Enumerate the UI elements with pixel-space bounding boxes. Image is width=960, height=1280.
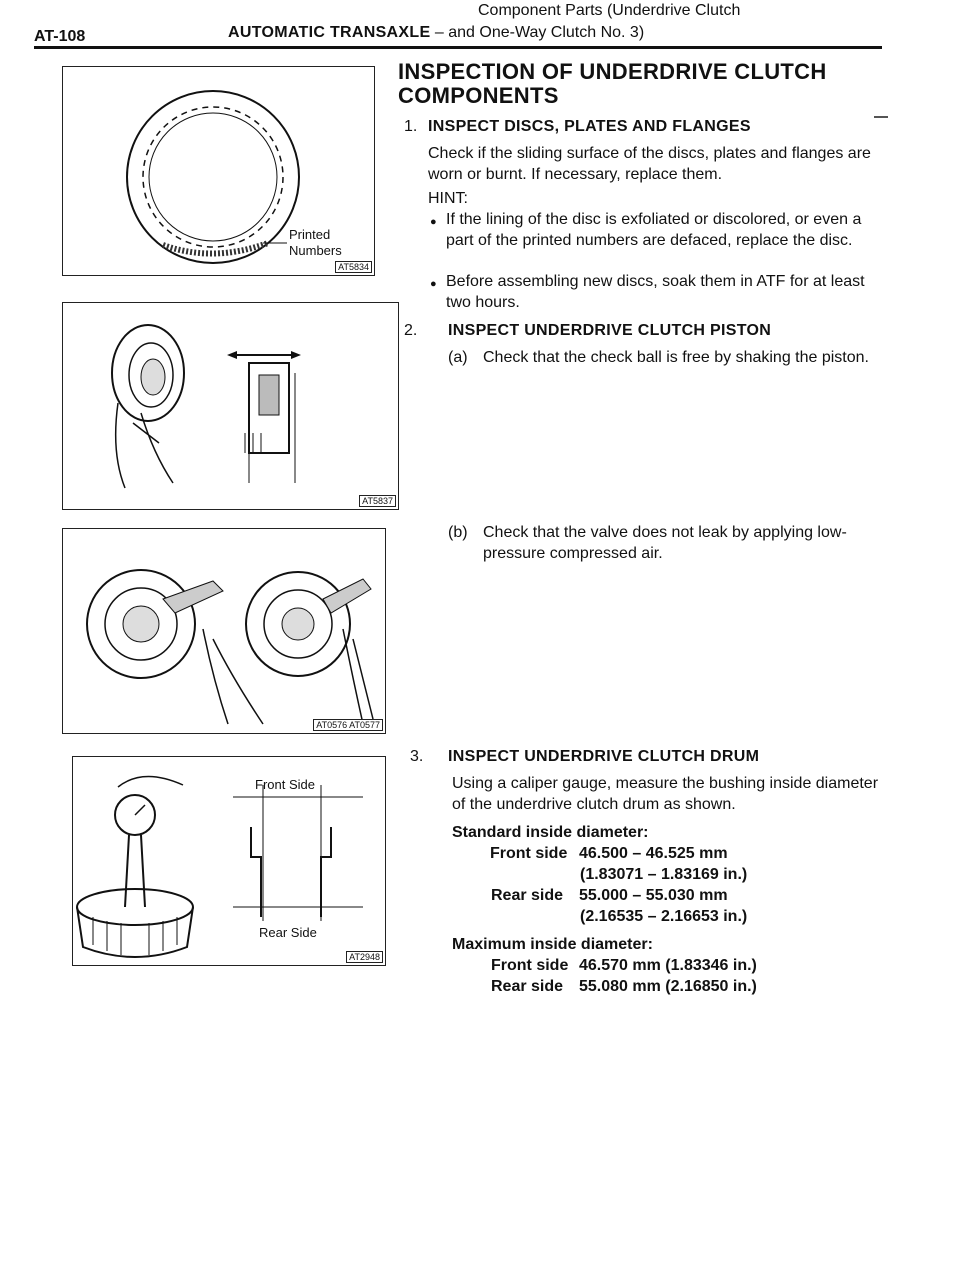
step-1-bullet-2: ● Before assembling new discs, soak them in ATF for at least two hours. bbox=[446, 271, 882, 313]
header-line-2 bbox=[228, 24, 644, 42]
header-line-2-rest: – and One-Way Clutch No. 3) bbox=[430, 24, 645, 41]
std-rear-inch: (2.16535 – 2.16653 in.) bbox=[580, 908, 748, 925]
std-diameter-label: Standard inside diameter: bbox=[452, 824, 649, 841]
printed-label-1: Printed bbox=[289, 227, 331, 242]
std-front-inch: (1.83071 – 1.83169 in.) bbox=[580, 866, 748, 883]
max-diameter-label: Maximum inside diameter: bbox=[452, 936, 653, 953]
header-rule bbox=[34, 46, 882, 49]
step-1-hint: HINT: bbox=[428, 190, 468, 207]
front-side-label: Front Side bbox=[255, 777, 315, 792]
page-number: AT-108 bbox=[34, 28, 86, 45]
max-rear-value: 55.080 mm (2.16850 in.) bbox=[579, 978, 757, 995]
step-1-heading: INSPECT DISCS, PLATES AND FLANGES bbox=[428, 118, 751, 135]
figure-code: AT5837 bbox=[359, 495, 396, 507]
max-front-value: 46.570 mm (1.83346 in.) bbox=[579, 957, 757, 974]
max-rear-label: Rear side bbox=[491, 978, 564, 995]
section-title: INSPECTION OF UNDERDRIVE CLUTCH COMPONENTS bbox=[398, 59, 827, 108]
header-section: AUTOMATIC TRANSAXLE bbox=[228, 24, 431, 41]
figure-compressed-air bbox=[62, 528, 386, 734]
air-gun-illustration bbox=[63, 529, 385, 733]
figure-piston-shake bbox=[62, 302, 399, 510]
std-rear-value: 55.000 – 55.030 mm bbox=[579, 887, 728, 904]
figure-drum-measure bbox=[72, 756, 386, 966]
std-front-value: 46.500 – 46.525 mm bbox=[579, 845, 728, 862]
header-line-1: Component Parts (Underdrive Clutch bbox=[478, 2, 741, 19]
step-2-number: 2. bbox=[404, 322, 418, 339]
step-1-body: Check if the sliding surface of the discs, plates and flanges are worn or burnt. If necessary, replace them. bbox=[428, 145, 871, 183]
std-front-label: Front side bbox=[490, 845, 568, 862]
figure-code: AT5834 bbox=[335, 261, 372, 273]
step-2a-label: (a) bbox=[448, 349, 468, 366]
step-2b-text: Check that the valve does not leak by applying low-pressure compressed air. bbox=[483, 524, 847, 562]
printed-label-2: Numbers bbox=[289, 243, 342, 258]
margin-mark bbox=[874, 116, 888, 118]
piston-illustration bbox=[63, 303, 398, 509]
step-3-body: Using a caliper gauge, measure the bushing inside diameter of the underdrive clutch drum as shown. bbox=[452, 775, 879, 813]
std-rear-label: Rear side bbox=[491, 887, 564, 904]
max-front-label: Front side bbox=[491, 957, 569, 974]
figure-disc-printed-numbers bbox=[62, 66, 375, 276]
drum-illustration bbox=[73, 757, 385, 965]
step-1-number: 1. bbox=[404, 118, 418, 135]
figure-code: AT2948 bbox=[346, 951, 383, 963]
rear-side-label: Rear Side bbox=[259, 925, 317, 940]
step-2b-label: (b) bbox=[448, 524, 468, 541]
step-3-heading: INSPECT UNDERDRIVE CLUTCH DRUM bbox=[448, 748, 760, 765]
step-2-heading: INSPECT UNDERDRIVE CLUTCH PISTON bbox=[448, 322, 772, 339]
step-1-bullet-1: ● If the lining of the disc is exfoliated or discolored, or even a part of the printed numbers are defaced, replace the disc. bbox=[446, 209, 882, 251]
figure-code: AT0576 AT0577 bbox=[313, 719, 383, 731]
step-3-number: 3. bbox=[410, 748, 424, 765]
step-2a-text: Check that the check ball is free by shaking the piston. bbox=[483, 349, 869, 366]
